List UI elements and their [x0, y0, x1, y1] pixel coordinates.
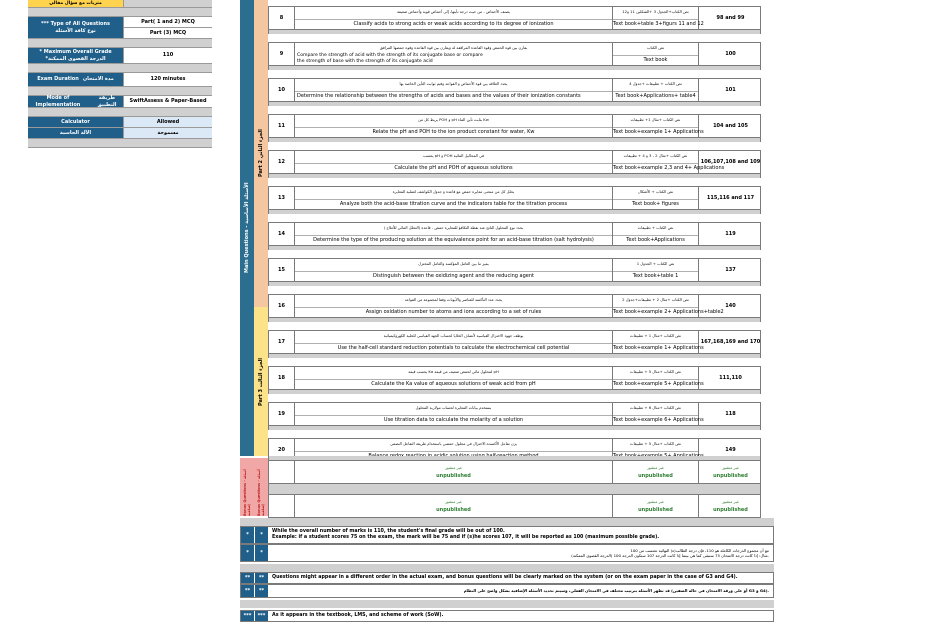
- source-arabic: نص الكتاب + تطبيقات +جدول 4: [629, 81, 682, 86]
- question-number: 18: [269, 367, 295, 389]
- main-questions-band: Main Questions - الأسئلة الأساسية: [240, 0, 254, 456]
- question-number: 16: [269, 295, 295, 317]
- source-english: Text book+example 1+ Applications: [613, 129, 704, 135]
- outcome-english: Use the half-cell standard reduction potentials to calculate the electrochemical cell potential: [295, 343, 612, 351]
- source-english: Text book: [613, 55, 698, 63]
- page-numbers: 118: [725, 411, 736, 417]
- outcome-arabic: يحسب pH و POH في المحاليل المائية: [422, 153, 485, 158]
- source-arabic: نص الكتاب + الجدول 1: [636, 261, 675, 266]
- page-numbers: 104 and 105: [713, 123, 748, 129]
- reference-source: [613, 403, 704, 425]
- learning-outcome: [295, 115, 613, 137]
- outcome-arabic: يحدد عدد التأكسد للعناصر والأيونات وفقا لمجموعة من القواعد: [404, 297, 503, 302]
- question-row: [268, 294, 761, 318]
- mode-label: Mode of Implementation طريقة التطبيق: [28, 96, 124, 107]
- page-numbers: 137: [725, 267, 736, 273]
- source-english: Text book+example 2+ Applications+table2: [613, 309, 724, 315]
- outcome-arabic: يزن تفاعل الأكسدة-الاختزال في محلول حمضي باستخدام طريقة التفاعل النصفي: [390, 441, 517, 446]
- page-numbers: 115,116 and 117: [706, 195, 755, 201]
- learning-outcome: [295, 331, 613, 353]
- source-english: Text book+example 6+ Applications: [613, 417, 704, 423]
- source-english: Text book+Applications+ table4: [613, 91, 698, 99]
- bonus-row-1: غير منشور unpublished غير منشور unpublished غير منشور unpublished: [268, 460, 761, 484]
- reference-source: [613, 7, 704, 29]
- outcome-english: Determine the type of the producing solution at the equivalence point for an acid-base titration (salt hydrolysis): [295, 235, 612, 243]
- outcome-english: Relate the pH and POH to the ion product constant for water, Kw: [295, 127, 612, 135]
- page-numbers: 98 and 99: [716, 15, 745, 21]
- note-1: * * While the overall number of marks is 110, the student's final grade will be out of 100. Example: if a student scores 75 on the exam, the mark will be 75 and if (s)he scores 107, it will be reported as 100 (maximum possible grade).: [240, 526, 774, 544]
- page-numbers: 106,107,108 and 109: [700, 159, 761, 165]
- question-number: 8: [269, 7, 295, 29]
- question-number: 10: [269, 79, 295, 101]
- learning-outcome: [295, 151, 613, 173]
- question-number: 11: [269, 115, 295, 137]
- page-numbers: 167,168,169 and 170: [700, 339, 761, 345]
- reference-source: [613, 295, 724, 317]
- learning-outcome: [295, 295, 613, 317]
- question-number: 14: [269, 223, 295, 245]
- page-numbers: 119: [725, 231, 736, 237]
- learning-outcome: [295, 187, 613, 209]
- outcome-arabic: يحسب قيمة Ka لمحلول مائي لحمض ضعيف من قيمة pH: [408, 369, 499, 374]
- page-numbers: 100: [725, 51, 736, 57]
- outcome-english: Calculate the pH and POH of aqueous solutions: [295, 163, 612, 171]
- outcome-arabic: يحدد العلاقة بين قوة الأحماض و القواعد وقيم ثوابت التأين الخاصة بها: [399, 81, 508, 86]
- outcome-english: Classify acids to strong acids or weak acids according to its degree of ionization: [295, 19, 612, 27]
- source-arabic: نص الكتاب: [646, 45, 665, 50]
- bonus-band-b: Bonus Questions - أسئلة إضافية: [254, 458, 268, 516]
- note-3: *** *** As it appears in the textbook, LMS, and scheme of work (SoW).: [240, 610, 774, 622]
- question-number: 12: [269, 151, 295, 173]
- learning-outcome: [295, 79, 613, 101]
- reference-source: [613, 151, 725, 173]
- learning-outcome: [295, 403, 613, 425]
- outcome-english: Determine the relationship between the strengths of acids and bases and the values of their ionization constants: [295, 91, 612, 99]
- reference-source: [613, 367, 704, 389]
- source-english: Text book+example 5+ Applications: [613, 381, 704, 387]
- source-english: Text book+ figures: [613, 199, 698, 207]
- note-2-arabic: ** ** قد تظهر الأسئلة بترتيب مختلف في الامتحان الفعلي، وسيتم تحديد الأسئلة الإضافية بشكل واضح على النظام (أو على ورقة الامتحان في حالة الصفين G3 و G4).: [240, 584, 774, 598]
- source-english: Text book+table 3+figurs 11 and 12: [613, 21, 704, 27]
- page-numbers: 140: [725, 303, 736, 309]
- outcome-english: Compare the strength of acid with the strength of its conjugate base or compare the strength of base with the strength of its conjugate acid: [297, 53, 483, 64]
- outcome-english: Analyze both the acid-base titration curve and the indicators table for the titration process: [295, 199, 612, 207]
- outcome-english: Distinguish between the oxidizing agent and the reducing agent: [295, 271, 612, 279]
- outcome-arabic: يحلل كل من منحنى معايرة حمض مع قاعدة و جدول الكواشف لعملية المعايرة: [392, 189, 515, 194]
- question-number: 13: [269, 187, 295, 209]
- mode-value: SwiftAssess & Paper-Based: [124, 96, 212, 107]
- part2-band: Part 2 الجزء الثاني: [254, 0, 268, 307]
- question-number: 9: [269, 43, 295, 65]
- type-questions-label: *** Type of All Questions نوع كافة الأسئلة: [28, 17, 124, 38]
- source-arabic: نص الكتاب +مثال 6 + تطبيقات: [630, 405, 681, 410]
- calculator-value-ar: مسموحة: [124, 128, 212, 138]
- source-arabic: نص الكتاب +مثال 1 + تطبيقات: [630, 333, 681, 338]
- calculator-value-en: Allowed: [124, 117, 212, 127]
- bonus-band-a: Bonus Questions - أسئلة إضافية: [240, 458, 254, 516]
- reference-source: [613, 79, 699, 101]
- outcome-arabic: يصنف الأحماض ، من حيث درجة تأينها، إلى أحماض قوية وأحماض ضعيفة: [397, 9, 510, 14]
- question-row: [268, 42, 761, 66]
- info-top-label: متريات مع سؤال مقالي: [28, 0, 123, 7]
- page-numbers: 149: [725, 447, 736, 453]
- source-english: Text book+example 2,3 and 4+ Applications: [613, 165, 725, 171]
- calculator-label-ar: الآلة الحاسبة: [28, 128, 124, 138]
- outcome-english: Use titration data to calculate the molarity of a solution: [295, 415, 612, 423]
- reference-source: [613, 115, 704, 137]
- unpublished-label: unpublished: [436, 473, 471, 479]
- source-arabic: نص الكتاب+الجدول 3 +الشكلين 11 و12: [622, 9, 689, 14]
- question-row: [268, 222, 761, 246]
- outcome-english: Assign oxidation number to atoms and ions according to a set of rules: [295, 307, 612, 315]
- unpublished-label: unpublished: [638, 507, 673, 513]
- source-arabic: نص الكتاب +مثال 5 + تطبيقات: [630, 441, 681, 446]
- note-1-arabic: * * مع أن مجموع الدرجات الكاملة هو 110، فإن درجة الطالب(ة) النهائية تحتسب من 100 مثال: إذا كانت درجة الامتحان 75 ستبقى كما هي بينما إذا كانت الدرجة 107 ستكون الدرجة 100 (الدرجة القصوى الممكنة).: [240, 544, 774, 562]
- bonus-row-2: غير منشور unpublished غير منشور unpublished غير منشور unpublished: [268, 494, 761, 518]
- question-row: [268, 330, 761, 354]
- reference-source: [613, 223, 699, 245]
- part3-band: Part 3 الجزء الثالث: [254, 307, 268, 456]
- question-row: [268, 114, 761, 138]
- question-row: [268, 150, 761, 174]
- outcome-arabic: يحدد نوع المحلول الناتج عند نقطة التكافؤ للمعايرة حمض - قاعدة (التحلل المائي للأملاح ): [383, 225, 524, 230]
- question-row: [268, 78, 761, 102]
- question-number: 15: [269, 259, 295, 281]
- learning-outcome: [295, 223, 613, 245]
- source-arabic: نص الكتاب + الأشكال: [637, 189, 674, 194]
- type-questions-value: Part( 1 and 2) MCQ Part (3) MCQ: [124, 17, 212, 38]
- info-top-label-cell: [28, 0, 124, 7]
- learning-outcome: [295, 367, 613, 389]
- question-row: [268, 6, 761, 30]
- unpublished-label: unpublished: [638, 473, 673, 479]
- reference-source: [613, 43, 699, 65]
- learning-outcome: [295, 259, 613, 281]
- outcome-arabic: يوظف جهود الاختزال القياسية لأنصاف الخلايا لحساب الجهد القياسي للخلية الكهروكيميائية: [383, 333, 524, 338]
- source-arabic: نص الكتاب +مثال 1+ تطبيقات: [630, 117, 681, 122]
- question-row: [268, 402, 761, 426]
- reference-source: [613, 259, 699, 281]
- source-english: Text book+Applications: [613, 235, 698, 243]
- exam-info-table: [28, 0, 212, 148]
- source-arabic: نص الكتاب +مثال 5 + تطبيقات: [630, 369, 681, 374]
- question-number: 17: [269, 331, 295, 353]
- learning-outcome: [295, 43, 613, 65]
- question-row: [268, 258, 761, 282]
- reference-source: [613, 187, 699, 209]
- page-numbers: 101: [725, 87, 736, 93]
- unpublished-label: unpublished: [713, 473, 748, 479]
- learning-outcome: [295, 7, 613, 29]
- max-grade-label: * Maximum Overall Grade *الدرجة القصوى الممكنة: [28, 48, 124, 63]
- calculator-label-en: Calculator: [28, 117, 124, 127]
- outcome-english: Calculate the Ka value of aqueous solutions of weak acid from pH: [295, 379, 612, 387]
- note-2: ** ** Questions might appear in a different order in the actual exam, and bonus questions will be clearly marked on the system (or on the exam paper in the case of G3 and G4).: [240, 572, 774, 584]
- question-row: [268, 186, 761, 210]
- reference-source: [613, 331, 704, 353]
- unpublished-label: unpublished: [436, 507, 471, 513]
- outcome-arabic: يستخدم بيانات المعايرة لحساب مولارية المحلول: [415, 405, 492, 410]
- question-row: [268, 366, 761, 390]
- source-arabic: نص الكتاب +مثال 2 ، 3 و 4 + تطبيقات: [623, 153, 688, 158]
- source-arabic: نص الكتاب + تطبيقات: [637, 225, 674, 230]
- duration-label: Exam Duration مدة الامتحان: [28, 73, 124, 86]
- outcome-arabic: يميز ما بين العامل المؤكسد والعامل المختزل: [418, 261, 489, 266]
- duration-value: 120 minutes: [124, 73, 212, 86]
- outcome-arabic: يربط كل من POH و pH بثابت تأين الماء Kw: [418, 117, 489, 122]
- blueprint-table: [240, 0, 774, 620]
- unpublished-label: unpublished: [713, 507, 748, 513]
- page-numbers: 111,110: [719, 375, 742, 381]
- source-english: Text book+example 1+ Applications: [613, 345, 704, 351]
- outcome-arabic: يقارن بين قوة الحمض وقوة القاعدة المرافقة له ويقارن بين قوة القاعدة وقوة حمضها المرافق: [379, 45, 528, 50]
- source-english: Text book+table 1: [613, 271, 698, 279]
- max-grade-value: 110: [124, 48, 212, 63]
- question-number: 20: [269, 439, 295, 461]
- question-number: 19: [269, 403, 295, 425]
- source-arabic: نص الكتاب +مثال 2 + تطبيقات+جدول 2: [622, 297, 689, 302]
